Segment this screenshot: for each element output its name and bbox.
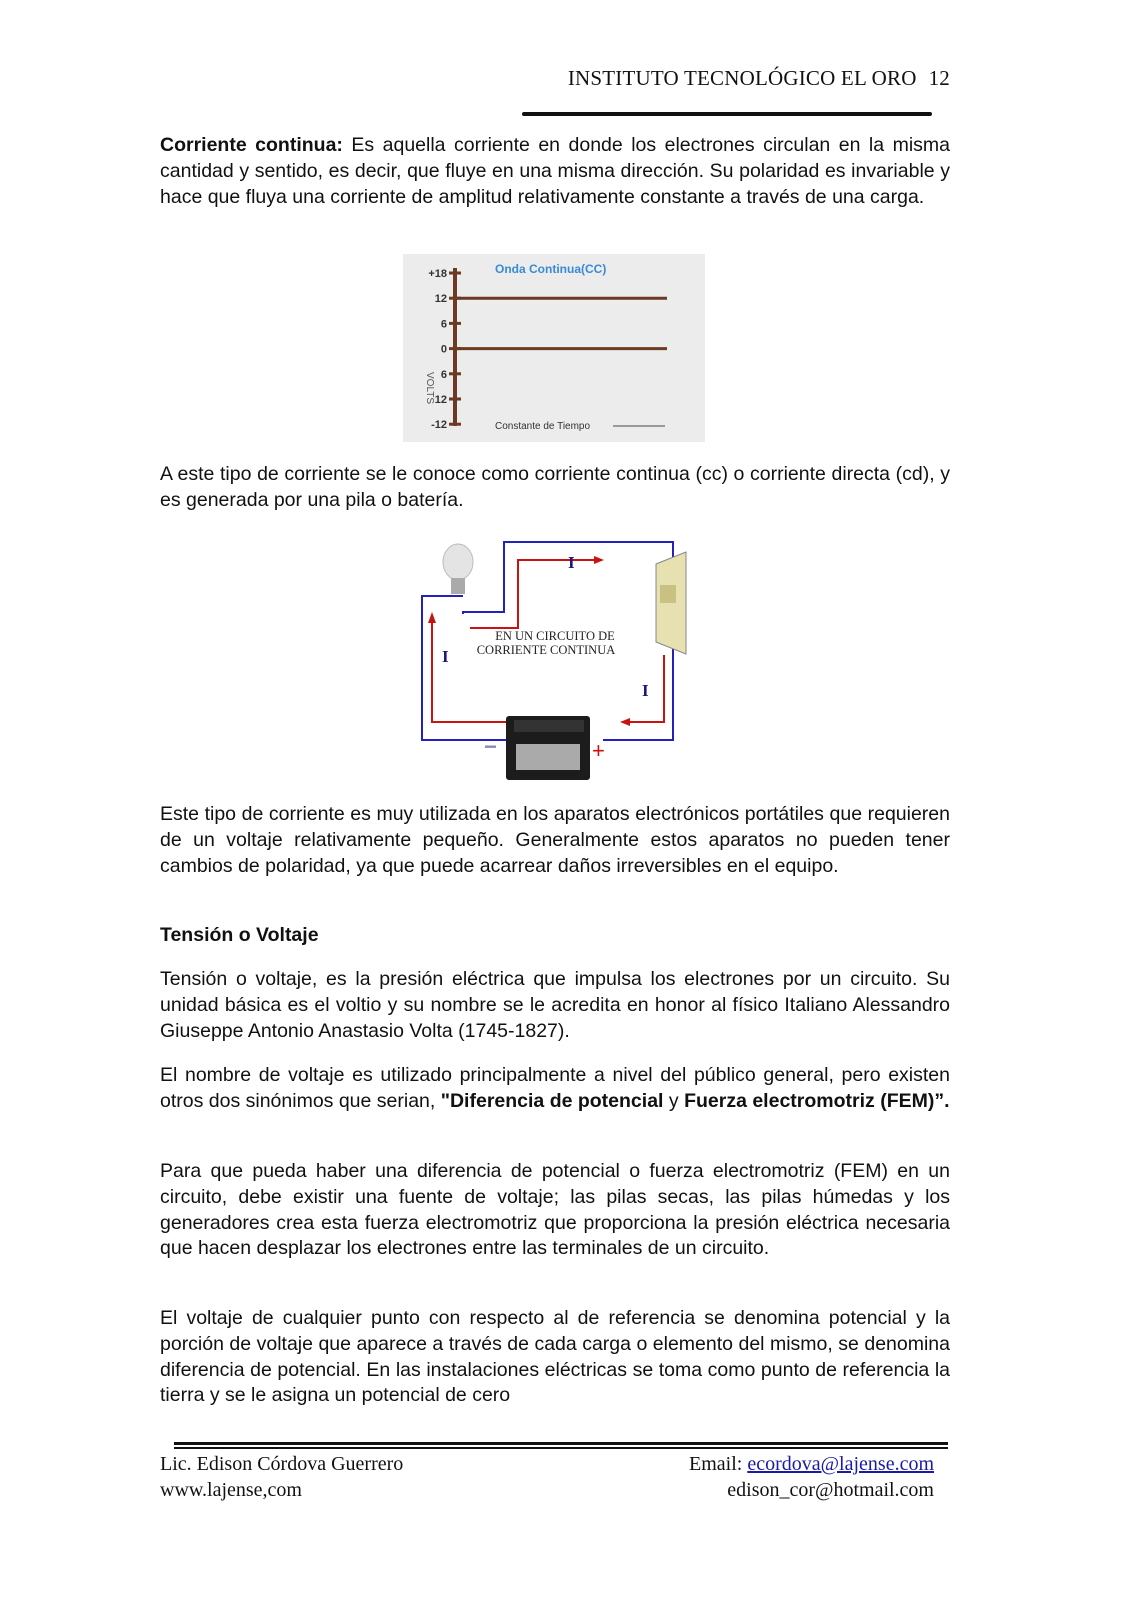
chart-svg — [403, 254, 705, 442]
y-tick-label: 6 — [440, 318, 447, 331]
arrow-icon — [594, 556, 604, 564]
current-label: I — [642, 681, 649, 700]
light-bulb-icon — [443, 544, 473, 594]
y-tick-label: 6 — [440, 368, 447, 381]
chart-title: Onda Continua(CC) — [495, 262, 607, 276]
y-tick-label: 0 — [440, 343, 447, 356]
red-current-line — [470, 560, 598, 628]
y-tick-label: 12 — [434, 293, 447, 306]
negative-terminal: − — [484, 734, 497, 759]
chart-ylabel: VOLTS — [424, 372, 435, 405]
term-diferencia-potencial: "Diferencia de potencial — [440, 1089, 664, 1112]
circuit-caption-line2: CORRIENTE CONTINUA — [476, 643, 616, 657]
footer-email2: edison_cor@hotmail.com — [727, 1479, 934, 1501]
paragraph-text: y — [663, 1089, 685, 1112]
section-heading: Tensión o Voltaje — [160, 924, 319, 946]
switch-icon — [656, 552, 686, 654]
battery-icon — [506, 716, 590, 780]
y-tick-label: -12 — [431, 419, 447, 432]
arrow-icon — [620, 718, 630, 726]
positive-terminal: + — [592, 738, 605, 763]
footer-left — [160, 1451, 403, 1503]
current-label: I — [568, 553, 575, 572]
dc-wave-chart — [403, 254, 705, 442]
term-fem: Fuerza electromotriz (FEM)”. — [684, 1089, 950, 1112]
paragraph-voltage-synonyms — [160, 1063, 950, 1115]
footer-rule — [174, 1447, 948, 1449]
circuit-svg — [418, 530, 693, 784]
arrow-icon — [428, 612, 436, 623]
circuit-caption-line1: EN UN CIRCUITO DE — [495, 629, 615, 643]
header-rule — [522, 112, 932, 116]
paragraph-dc-usage: Este tipo de corriente es muy utilizada en los aparatos electrónicos portátiles que requieren de un voltaje relativamente pequeño. Generalmente estos aparatos no pueden tener cambios de polaridad, ya que puede acarrear daños irreversibles en el equipo. — [160, 803, 950, 877]
email-label: Email: — [689, 1453, 748, 1475]
chart-xlabel: Constante de Tiempo — [495, 421, 591, 432]
page-number: 12 — [928, 66, 950, 90]
current-label: I — [442, 647, 449, 666]
blue-wire — [422, 596, 508, 740]
y-tick-label: +18 — [428, 268, 447, 280]
paragraph-text: Es aquella corriente en donde los electrones circulan en la misma cantidad y sentido, es decir, que fluye en una misma dirección. Su polaridad es invariable y hace que fluya una corriente de amplitud relativamente constante a través de una carga. — [160, 134, 950, 208]
paragraph-dc-definition — [160, 133, 950, 210]
paragraph-text: El nombre de voltaje es utilizado principalmente a nivel del público general, pero existen otros dos sinónimos que serian, — [160, 1064, 950, 1112]
header-title: INSTITUTO TECNOLÓGICO EL ORO — [567, 66, 917, 90]
page-header — [568, 66, 950, 91]
paragraph-potential: El voltaje de cualquier punto con respecto al de referencia se denomina potencial y la porción de voltaje que aparece a través de cada carga o elemento del mismo, se denomina diferencia de potencial. En las instalaciones eléctricas se toma como punto de referencia la tierra y se le asigna un potencial de cero — [160, 1307, 950, 1407]
y-tick-label: 12 — [434, 394, 447, 406]
paragraph-fem: Para que pueda haber una diferencia de potencial o fuerza electromotriz (FEM) en un circuito, debe existir una fuente de voltaje; las pilas secas, las pilas húmedas y los generadores crea esta fuerza electromotriz que proporciona la presión eléctrica necesaria que hacen desplazar los electrones entre las terminales de un circuito. — [160, 1160, 950, 1260]
dc-circuit-illustration — [418, 530, 693, 784]
term-corriente-continua: Corriente continua: — [160, 134, 343, 156]
footer-website: www.lajense,com — [160, 1479, 302, 1501]
email-link[interactable]: ecordova@lajense.com — [747, 1453, 934, 1475]
paragraph-voltage-definition: Tensión o voltaje, es la presión eléctrica que impulsa los electrones por un circuito. Su unidad básica es el voltio y su nombre se le acredita en honor al físico Italiano Alessandro Giuseppe Antonio Anastasio Volta (1745-1827). — [160, 968, 950, 1042]
footer-right — [689, 1451, 934, 1503]
footer-rule — [174, 1442, 948, 1445]
paragraph-dc-names: A este tipo de corriente se le conoce como corriente continua (cc) o corriente directa (cd), y es generada por una pila o batería. — [160, 463, 950, 511]
footer-author: Lic. Edison Córdova Guerrero — [160, 1453, 404, 1475]
